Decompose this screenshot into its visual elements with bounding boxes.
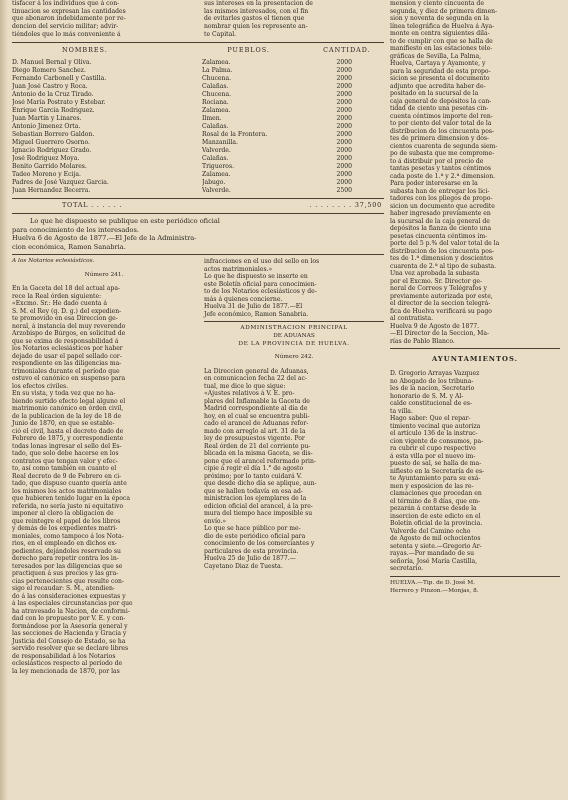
cell-name: Tadeo Moreno y Ecija. [12,171,81,179]
cell-town: Ilmen. [202,115,222,123]
total-value: . . . . . . . . 37,500 [309,201,382,210]
table-row [12,131,384,139]
header-cantidad: CANTIDAD. [323,45,371,54]
cell-amount: 2000 [336,155,352,163]
cell-amount: 2500 [336,187,352,195]
cell-town: La Palma. [202,67,233,75]
cell-town: Manzanilla. [202,139,238,147]
table-row [12,99,384,107]
rule [390,576,560,577]
refund-table [12,59,384,195]
rule [12,198,384,199]
cell-amount: 2000 [336,147,352,155]
table-row [12,59,384,67]
table-row [12,163,384,171]
cell-town: Zalamea. [202,59,231,67]
cell-name: Enrique García Rodriguez. [12,107,95,115]
cell-amount: 2000 [336,91,352,99]
cell-name: Ignacio Rodriguez Grado. [12,147,92,155]
imprint: HUELVA.—Tip. de D. José M. Herrero y Pinzon.—Monjas, 8. [390,579,479,594]
cell-amount: 2000 [336,83,352,91]
admin-title-2: DE ADUANAS [273,333,315,339]
admin-title-3: DE LA PROVINCIA DE HUELVA. [238,340,350,347]
cell-town: Trigueros. [202,163,235,171]
rule [12,254,384,255]
table-row [12,91,384,99]
table-row [12,67,384,75]
cell-amount: 2000 [336,115,352,123]
total-label: TOTAL . . . . . . [62,201,123,210]
table-row [12,139,384,147]
ayuntamientos-title: AYUNTAMIENTOS. [432,354,518,363]
cell-name: Fernando Carbonell y Castilla. [12,75,107,83]
section-title: A los Notarios eclesiásticos. [12,258,95,265]
cell-amount: 2000 [336,179,352,187]
cell-town: Zalamea. [202,171,231,179]
notice-text: Lo que he dispuesto se publique en este periódico oficial para conocimiento de los interesados. Huelva 6 de Agosto de 1877.—El Jefe de la Administra- cion económica, Ramon Sanabria. [12,216,220,251]
cell-town: Calañas. [202,155,229,163]
cell-name: José Rodriguez Moya. [12,155,80,163]
article-number: Número 241. [84,271,124,278]
page-spine [0,0,8,800]
table-row [12,171,384,179]
cell-name: Juan Martín y Linares. [12,115,82,123]
cell-town: Jabugo. [202,179,226,187]
article-number-242: Número 242. [274,354,314,361]
col2-article [204,258,384,675]
table-row [12,187,384,195]
article-body: En la Gaceta del 18 del actual apa- rece la Real órden siguiente: «Excmo. Sr.: He dado cuenta á S. M. el Rey (q. D. g.) del expedien- te promovido en esa Direccion ge- neral, á instancia del muy reverendo Arzobispo de Búrgos, en solicitud de que se exima de responsabilidad á los Notarios eclesiásticos por haber dejado de usar el papel sellado cor- respondiente en las diligencias ma- trimoniales durante el período que estuvo el canónico en suspenso para los efectos civiles. En su vista, y toda vez que no ha- biendo surtido efecto legal alguno el matrimonio canónico en órden civil, de la publicacion de la ley de 18 de Junio de 1870, en que se estable- ció el civil, hasta el decreto dado de Febrero de 1875, y correspondiente todas lonas ingresar el sello del Es- tado, que solo debe hacerse en los contratos que tengan valor y efec- to, así como también en cuanto el Real decreto de 9 de Febrero en ci- tado, que dispuso cuanto quería ante los mismos los actos matrimoniales que hubieren tenido lugar en la época referida, no sería justo ni equitativo imponer al clero la obligacion de que reintegre el papel de los libros y demás de los expedientes matri- moniales, como tampoco á los Nota- rios, en el empleado en dichos ex- pedientes, dejándoles reservado su derecho para repetir contra los in- teresados por las diligencias que se practiquen á sus precios y las gra- cias pertenecientes que resulte con- sigo el recaudar: S. M., atendien- do á las consideraciones expuestas y á las especiales circunstancias por que ha atravesado la Nacion, de conformi- dad con lo propuesto por V. E. y con- formándose por la Asesoría general y las secciones de Hacienda y Gracia y Justicia del Consejo de Estado, se ha servido resolver que se declare libres de responsabilidad á los Notarios eclesiásticos respecto al período de la ley mencionada de 1870, por las [12,285,133,675]
cell-amount: 2000 [336,107,352,115]
cell-name: Padres de José Vazquez Garcia. [12,179,109,187]
telegraph-continued: mension y ciento cincuenta de segunda, y diez de primera dimen- sion y noventa de segunda en la línea telegráfica de Huelva á Aya- monte en centra siguientes dila- to de cumplir con que se halla de manifiesto en las estaciones tele- gráficas de Sevilla, La Palma, Huelva, Cartaya y Ayamonte, y para la seguridad de esta propo- sicion se presenta el documento adjunto que acredita haber de- positado en la sucursal de la caja general de depósitos la can- tidad de ciento una pesetas cin- cuenta céntimos importe del ren- to por ciento del valor total de la distribucion de los cincuenta pos- tes de primera dimension y dos- cientos cuarenta de segunda siem- po de subasta que me comprome- to á distribuir por el precio de tantas pesetas y tantos céntimos cada poste de 1.ª y 2.ª dimension. Para poder interesarse en la subasta han de entregar los lici- tadores con los pliegos de propo- sicion un documento que acredite haber ingresado previamente en la sucursal de la caja general de depósitos la fianza de ciento una pesetas cincuenta céntimos im- porte del 5 p.% del valor total de la distribucion de los cincuenta pos- tes de 1.ª dimension y doscientos cuarenta de 2.ª al tipo de subasta. Una vez aprobada la subasta por el Excmo. Sr. Director ge- neral de Correos y Telégrafos y previamente autorizada por este, el director de la seccion telegrá- fica de Huelva verificará su pago al contratista. Huelva 9 de Agosto de 1877. —El Director de la Seccion, Ma- rías de Pablo Blanco. [390,0,500,345]
cell-name: Antonio Jimenez Orta. [12,123,81,131]
cell-town: Chucena. [202,75,232,83]
right-column [390,0,560,595]
table-row [12,115,384,123]
rule [12,42,384,43]
admin-title-1: ADMINISTRACION PRINCIPAL [240,325,348,332]
article-242-body: La Direccion general de Aduanas, en comunicacion fecha 22 del ac- tual, me dice lo que sigue: «Ajustes relativos á V. E. pro- plares del Inflamable la Gaceta de Madrid correspondiente al día de hoy, en el cual se encuentra publi- cado el arancel de Aduanas refor- mado con arreglo al art. 31 de la ley de presupuestos vigente. Por Real órden de 21 del corriente pu- blicada en la misma Gaceta, se dis- pone que el arancel reformado prin- cipie á regir el día 1.° de agosto próximo; por lo tanto cuidará V. que desde dicho día se aplique, aun- que se hallen todavía en esa ad- ministracion los ejemplares de la edicion oficial del arancel, á la pre- mura del tiempo hace imposible su envío.» Lo que se hace público por me- dio de este periódico oficial para conocimiento de los comerciantes y particulares de esta provincia. Huelva 25 de Julio de 1877.— Cayetano Diaz de Tuesta. [204,367,317,570]
cell-name: José María Postrato y Estebar. [12,99,106,107]
cell-amount: 2000 [336,75,352,83]
cell-town: Chucena. [202,91,232,99]
cell-town: Valverde. [202,147,231,155]
top-section [12,0,384,675]
cell-town: Calañas. [202,123,229,131]
cell-town: Valverde. [202,187,231,195]
header-pueblos: PUEBLOS. [227,45,270,54]
cell-amount: 2000 [336,99,352,107]
rule [12,213,384,214]
cell-amount: 2000 [336,67,352,75]
cell-amount: 2000 [336,163,352,171]
cell-amount: 2000 [336,139,352,147]
table-row [12,75,384,83]
table-row [12,83,384,91]
cell-name: Antonio de la Cruz Tirado. [12,91,94,99]
col1-article [12,258,196,675]
total-row [12,202,384,210]
table-row [12,147,384,155]
table-row [12,179,384,187]
cell-name: Diego Romero Sanchez. [12,67,86,75]
cell-amount: 2000 [336,171,352,179]
table-row [12,123,384,131]
cell-town: Calañas. [202,83,229,91]
cell-name: Miguel Guerrero Osorno. [12,139,90,147]
cell-name: Juan Hernandez Becerra. [12,187,91,195]
rule [204,321,384,322]
cell-name: Sebastian Borrero Galdon. [12,131,95,139]
rule [390,348,560,349]
cell-amount: 2000 [336,123,352,131]
ayuntamiento-edict: D. Gregorio Arrayas Vazquez no Abogado de los tribuna- les de la nacion, Secretario honorario de S. M. y Al- calde constitucional de es- ta villa. Hago saber: Que el repar- timiento vecinal que autoriza el artículo 136 de la instruc- cion vigente de consumos, pa- ra cubrir el cupo respectivo á esta villa por el nuevo im- puesto de sal, se halla de ma- nifiesto en la Secretaría de es- te Ayuntamiento para su exá- men y esposicion de las re- clamaciones que procedan en el término de 8 días, que em- pezarán á contarse desde la insercion de este edicto en el Boletín oficial de la provincia. Valverde del Camino ocho de Agosto de mil ochocientos setenta y siete.—Gregorio Ar- rayas.—Por mandado de su señoría, José María Castilla, secretario. [390,370,485,573]
cell-amount: 2000 [336,131,352,139]
intro-left: tisfacer á los individuos que á con- tinuacion se expresan las cantidades que abonaron indebidamente por re- dencion del servicio militar; advir- tiéndoles que lo más conveniente á [12,0,126,38]
cell-name: D. Manuel Bernal y Oliva. [12,59,92,67]
table-row [12,107,384,115]
col2-top: infracciones en el uso del sello en los actos matrimoniales.» Lo que he dispuesto se inserte en este Boletín oficial para conocimien- to de los Notarios eclesiásticos y de- más á quienes concierne. Huelva 31 de Julio de 1877.—El Jefe económico, Ramon Sanabria. [204,258,320,318]
cell-town: Rosal de la Frontera. [202,131,268,139]
table-row [12,155,384,163]
cell-town: Rociana. [202,99,229,107]
header-nombres: NOMBRES. [62,45,108,54]
cell-name: Juan José Castro y Roca. [12,83,88,91]
intro-mid: sus intereses en la presentacion de las mismos interesados, con el fin de evitarles gastos el tienen que nombrar quien les represente an- te Capital. [204,0,313,38]
cell-town: Zalamea. [202,107,231,115]
cell-name: Benito Garrido Molares. [12,163,87,171]
table-header [12,47,384,55]
cell-amount: 2000 [336,59,352,67]
